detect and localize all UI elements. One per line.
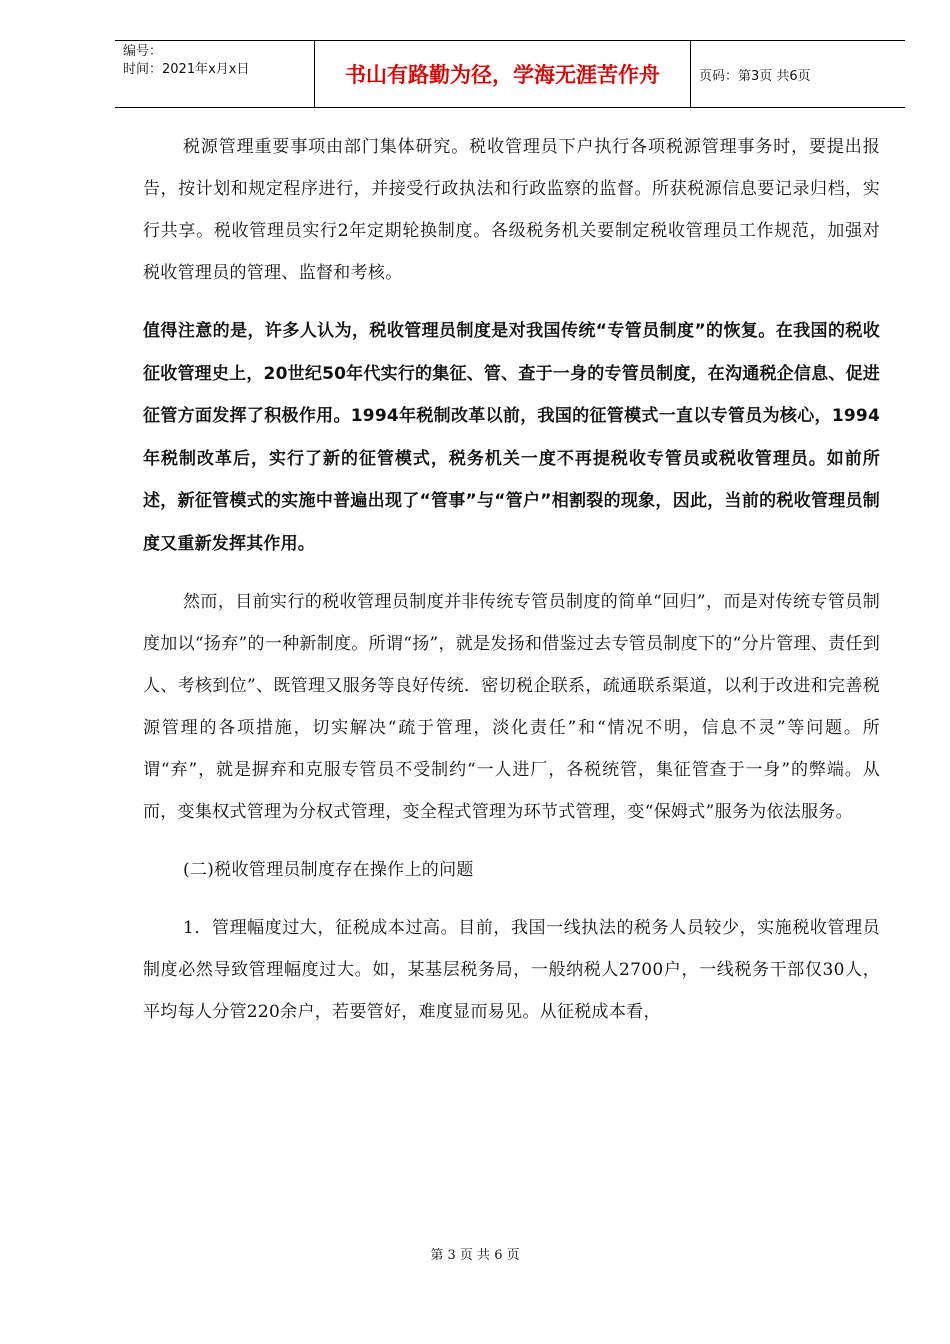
document-time: 时间：2021年x月x日: [123, 62, 250, 77]
paragraph-1: 税源管理重要事项由部门集体研究。税收管理员下户执行各项税源管理事务时，要提出报告，按计划和规定程序进行，并接受行政执法和行政监察的监督。所获税源信息要记录归档，实行共享。税收管理员实行2年定期轮换制度。各级税务机关要制定税收管理员工作规范，加强对税收管理员的管理、监督和考核。: [143, 137, 880, 283]
paragraph-4: 1．管理幅度过大，征税成本过高。目前，我国一线执法的税务人员较少，实施税收管理员制度必然导致管理幅度过大。如，某基层税务局，一般纳税人2700户，一线税务干部仅30人，平均每人分管220余户，若要管好，难度显而易见。从征税成本看，: [143, 918, 880, 1022]
paragraph-2: 值得注意的是，许多人认为，税收管理员制度是对我国传统“专管员制度”的恢复。在我国的税收征收管理史上，20世纪50年代实行的集征、管、查于一身的专管员制度，在沟通税企信息、促进征管方面发挥了积极作用。1994年税制改革以前，我国的征管模式一直以专管员为核心，1994年税制改革后，实行了新的征管模式，税务机关一度不再提税收专管员或税收管理员。如前所述，新征管模式的实施中普遍出现了“管事”与“管户”相割裂的现象，因此，当前的税收管理员制度又重新发挥其作用。: [143, 321, 880, 554]
header-motto: 书山有路勤为径，学海无涯苦作舟: [315, 41, 691, 107]
header-page-number: 页码：第3页 共6页: [699, 68, 811, 84]
document-number: 编号：: [123, 44, 163, 59]
page-header: [115, 40, 905, 108]
paragraph-3: 然而，目前实行的税收管理员制度并非传统专管员制度的简单“回归”，而是对传统专管员制度加以“扬弃”的一种新制度。所谓“扬”，就是发扬和借鉴过去专管员制度下的“分片管理、责任到人、考核到位”、既管理又服务等良好传统．密切税企联系，疏通联系渠道，以利于改进和完善税源管理的各项措施，切实解决“疏于管理，淡化责任”和“情况不明，信息不灵”等问题。所谓“弃”，就是摒弃和克服专管员不受制约“一人进厂，各税统管，集征管查于一身”的弊端。从而，变集权式管理为分权式管理，变全程式管理为环节式管理，变“保姆式”服务为依法服务。: [143, 592, 880, 822]
section-heading: (二)税收管理员制度存在操作上的问题: [183, 860, 474, 880]
header-meta: [115, 41, 315, 107]
page-footer: 第 3 页 共 6 页: [430, 1248, 520, 1263]
document-body: [143, 126, 880, 1033]
